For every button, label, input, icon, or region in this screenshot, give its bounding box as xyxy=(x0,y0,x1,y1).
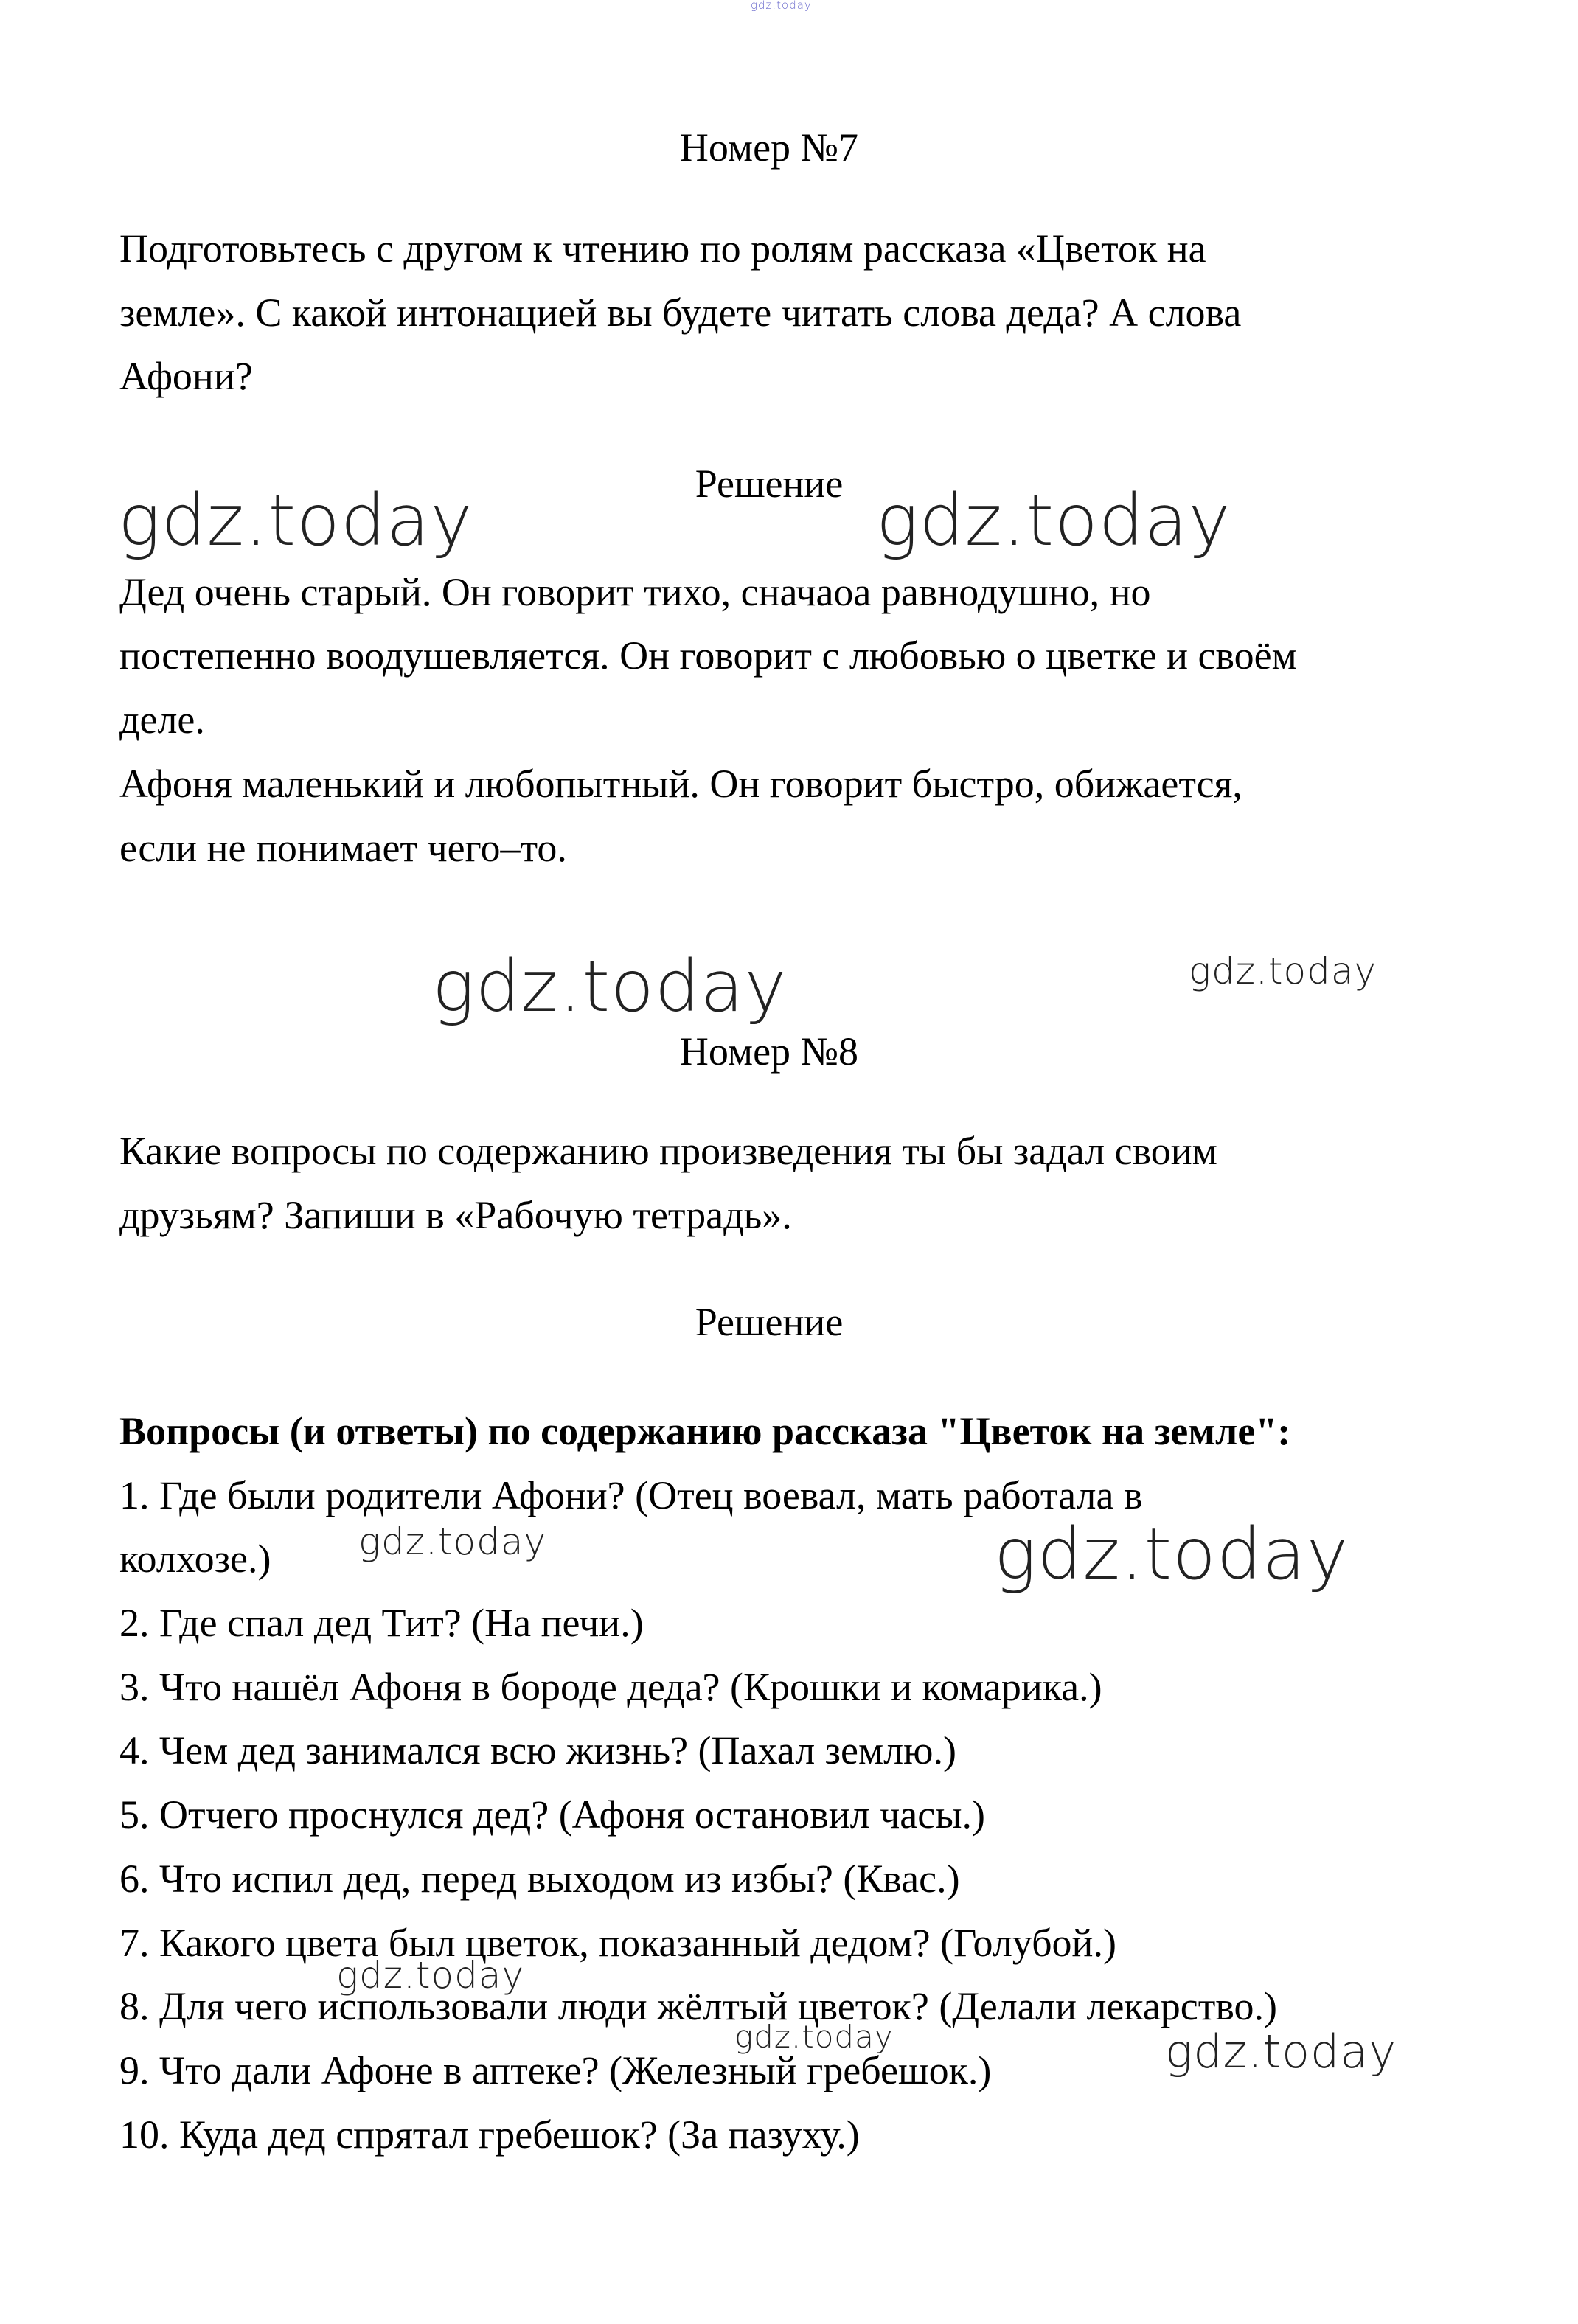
watermark: gdz.today xyxy=(1189,950,1377,992)
task7-heading: Номер №7 xyxy=(679,125,859,170)
task7-answer-line: постепенно воодушевляется. Он говорит с любовью о цветке и своём xyxy=(119,633,1297,678)
task8-answer-line: 4. Чем дед занимался всю жизнь? (Пахал землю.) xyxy=(119,1728,956,1772)
task8-answer-title: Вопросы (и ответы) по содержанию рассказа "Цветок на земле": xyxy=(119,1409,1291,1453)
watermark: gdz.today xyxy=(432,945,788,1028)
task8-answer-line: 7. Какого цвета был цветок, показанный дедом? (Голубой.) xyxy=(119,1921,1116,1965)
task8-answer-line: 6. Что испил дед, перед выходом из избы? (Квас.) xyxy=(119,1857,960,1901)
task7-answer-line: деле. xyxy=(119,697,205,742)
task8-answer-line: колхозе.) xyxy=(119,1537,271,1581)
watermark: gdz.today xyxy=(358,1520,547,1563)
task8-answer-line: 1. Где были родители Афони? (Отец воевал, мать работала в xyxy=(119,1473,1143,1517)
task8-heading: Номер №8 xyxy=(679,1029,859,1074)
task7-question-line: Подготовьтесь с другом к чтению по ролям рассказа «Цветок на xyxy=(119,226,1206,271)
watermark: gdz.today xyxy=(336,1954,525,1997)
task7-answer-line: Дед очень старый. Он говорит тихо, сначаоа равнодушно, но xyxy=(119,570,1151,614)
watermark: gdz.today xyxy=(734,2019,894,2055)
task8-answer-line: 10. Куда дед спрятал гребешок? (За пазуху.) xyxy=(119,2112,860,2157)
task8-answer-line: 3. Что нашёл Афоня в бороде деда? (Крошки и комарика.) xyxy=(119,1665,1102,1709)
task7-question-line: земле». С какой интонацией вы будете читать слова деда? А слова xyxy=(119,290,1242,335)
task8-answer-line: 8. Для чего использовали люди жёлтый цветок? (Делали лекарство.) xyxy=(119,1984,1277,2028)
watermark-top: gdz.today xyxy=(751,0,812,12)
task8-question-line: Какие вопросы по содержанию произведения ты бы задал своим xyxy=(119,1129,1217,1173)
task7-solution-label: Решение xyxy=(695,462,844,506)
task8-solution-label: Решение xyxy=(695,1300,844,1344)
task7-answer-line: если не понимает чего–то. xyxy=(119,826,567,870)
task8-answer-line: 5. Отчего проснулся дед? (Афоня остановил часы.) xyxy=(119,1792,985,1837)
task8-question-line: друзьям? Запиши в «Рабочую тетрадь». xyxy=(119,1193,792,1237)
task7-answer-line: Афоня маленький и любопытный. Он говорит быстро, обижается, xyxy=(119,762,1242,806)
watermark: gdz.today xyxy=(1165,2025,1397,2078)
task8-answer-line: 9. Что дали Афоне в аптеке? (Железный гребешок.) xyxy=(119,2048,992,2092)
watermark: gdz.today xyxy=(876,479,1231,562)
task8-answer-line: 2. Где спал дед Тит? (На печи.) xyxy=(119,1601,644,1645)
watermark: gdz.today xyxy=(994,1513,1349,1596)
task7-question-line: Афони? xyxy=(119,354,253,398)
watermark: gdz.today xyxy=(118,479,473,562)
